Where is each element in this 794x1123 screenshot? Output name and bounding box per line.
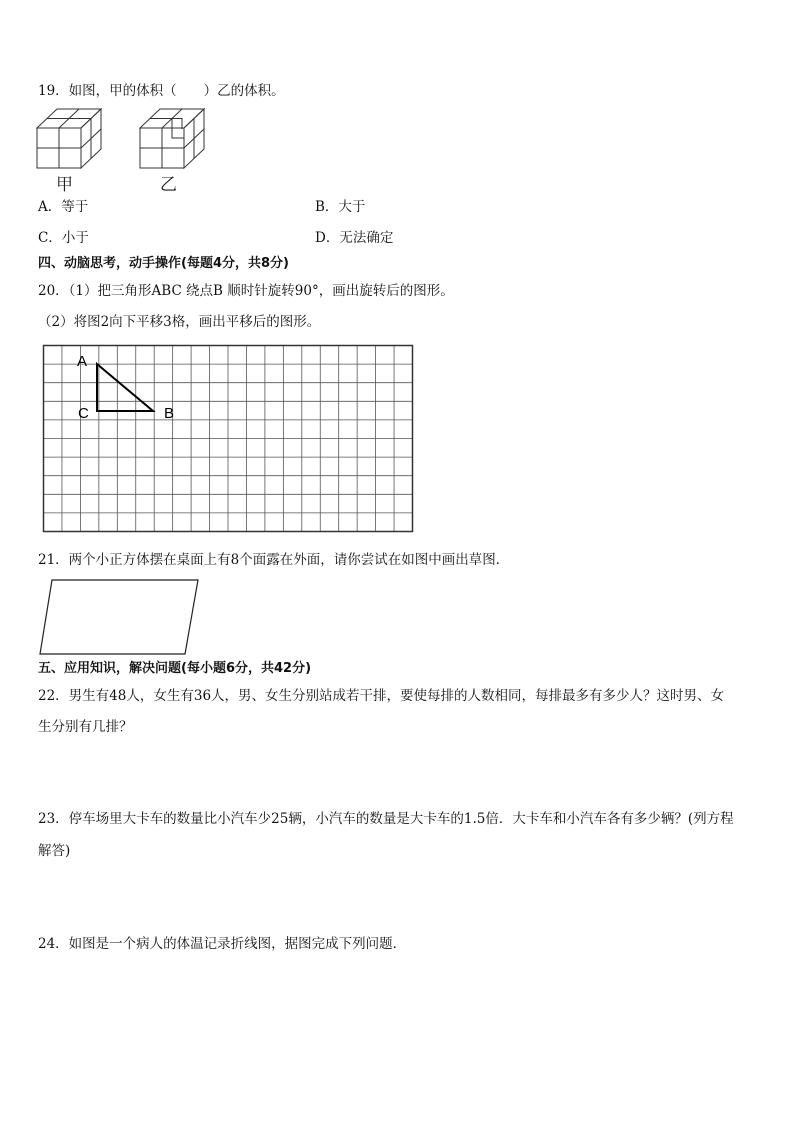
- q23-line1: 23．停车场里大卡车的数量比小汽车少25辆，小汽车的数量是大卡车的1.5倍．大卡车和小汽车各有多少辆？(列方程: [38, 811, 734, 827]
- q22-line1: 22．男生有48人，女生有36人，男、女生分别站成若干排，要使每排的人数相同，每排最多有多少人？这时男、女: [38, 688, 725, 704]
- section-4-title: 四、动脑思考，动手操作(每题4分，共8分): [38, 256, 289, 271]
- q20-part2: （2）将图2向下平移3格，画出平移后的图形。: [38, 314, 321, 330]
- option-a[interactable]: A．等于: [38, 199, 89, 215]
- triangle-abc: [97, 364, 153, 411]
- section-5-title: 五、应用知识，解决问题(每小题6分，共42分): [38, 661, 312, 676]
- q19-question: 19．如图，甲的体积（ ）乙的体积。: [38, 83, 285, 99]
- option-d[interactable]: D．无法确定: [315, 230, 394, 246]
- figure-jia-label: 甲: [56, 175, 73, 195]
- parallelogram-table: [38, 577, 202, 657]
- point-b-label: B: [164, 405, 175, 422]
- q20-part1: 20．（1）把三角形ABC 绕点B 顺时针旋转90°，画出旋转后的图形。: [38, 283, 454, 299]
- figure-jia-cube: [36, 108, 106, 170]
- option-b[interactable]: B．大于: [315, 199, 366, 215]
- grid-figure: [40, 342, 416, 534]
- point-a-label: A: [77, 353, 88, 370]
- grid-lines: [44, 346, 413, 532]
- q22-line2: 生分别有几排？: [38, 719, 133, 735]
- q21-question: 21．两个小正方体摆在桌面上有8个面露在外面，请你尝试在如图中画出草图．: [38, 552, 510, 568]
- option-c[interactable]: C．小于: [38, 230, 89, 246]
- point-c-label: C: [78, 405, 89, 422]
- q23-line2: 解答): [38, 843, 71, 859]
- figure-yi-cube: [139, 108, 209, 170]
- q24-question: 24．如图是一个病人的体温记录折线图，据图完成下列问题．: [38, 936, 407, 952]
- figure-yi-label: 乙: [160, 175, 177, 195]
